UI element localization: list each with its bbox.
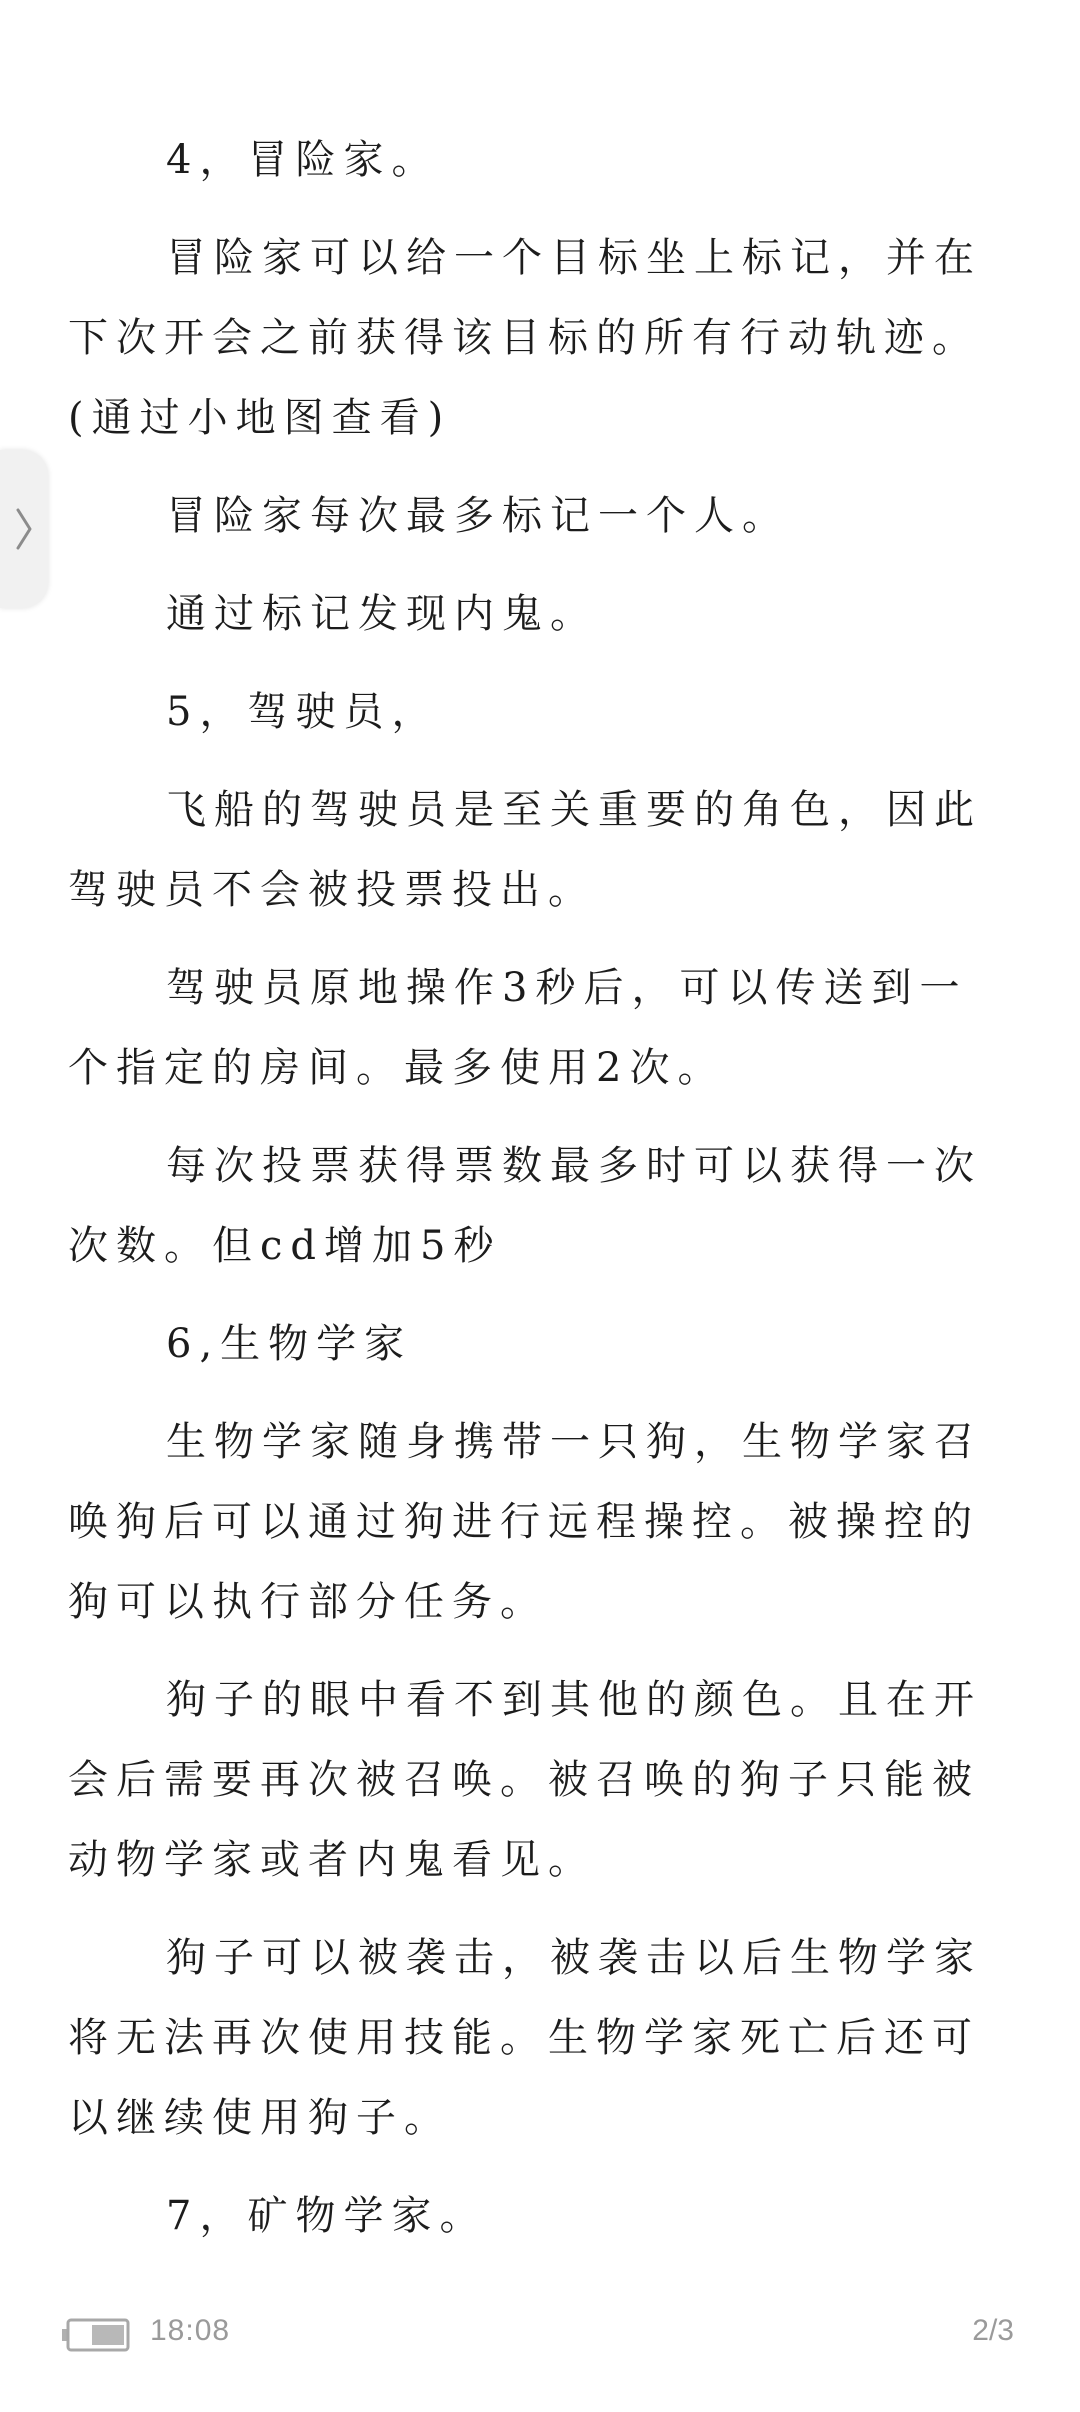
paragraph-10: 生物学家随身携带一只狗，生物学家召唤狗后可以通过狗进行远程操控。被操控的狗可以执行部分任务。 <box>68 1419 982 1625</box>
paragraph-2: 冒险家可以给一个目标坐上标记，并在下次开会之前获得该目标的所有行动轨迹。(通过小地图查看) <box>68 235 982 441</box>
page-indicator: 2/3 <box>972 2314 1014 2347</box>
paragraph-5: 5，驾驶员， <box>166 689 440 735</box>
chevron-right-icon <box>14 506 34 552</box>
side-menu-tab[interactable] <box>0 450 48 608</box>
paragraph-12: 狗子可以被袭击，被袭击以后生物学家将无法再次使用技能。生物学家死亡后还可以继续使用狗子。 <box>68 1935 982 2141</box>
paragraph-13: 7，矿物学家。 <box>166 2193 488 2239</box>
paragraph-11: 狗子的眼中看不到其他的颜色。且在开会后需要再次被召唤。被召唤的狗子只能被动物学家或者内鬼看见。 <box>68 1677 982 1883</box>
reader-status-bar <box>0 2300 1080 2370</box>
paragraph-7: 驾驶员原地操作3秒后，可以传送到一个指定的房间。最多使用2次。 <box>68 965 968 1091</box>
clock-time: 18:08 <box>150 2314 231 2347</box>
paragraph-4: 通过标记发现内鬼。 <box>166 591 598 637</box>
paragraph-9: 6,生物学家 <box>166 1321 413 1367</box>
paragraph-6: 飞船的驾驶员是至关重要的角色，因此驾驶员不会被投票投出。 <box>68 787 982 913</box>
paragraph-1: 4，冒险家。 <box>166 137 440 183</box>
text-content <box>68 120 1012 2274</box>
paragraph-3: 冒险家每次最多标记一个人。 <box>166 493 790 539</box>
paragraph-8: 每次投票获得票数最多时可以获得一次次数。但cd增加5秒 <box>68 1143 982 1269</box>
battery-icon <box>62 2318 130 2352</box>
